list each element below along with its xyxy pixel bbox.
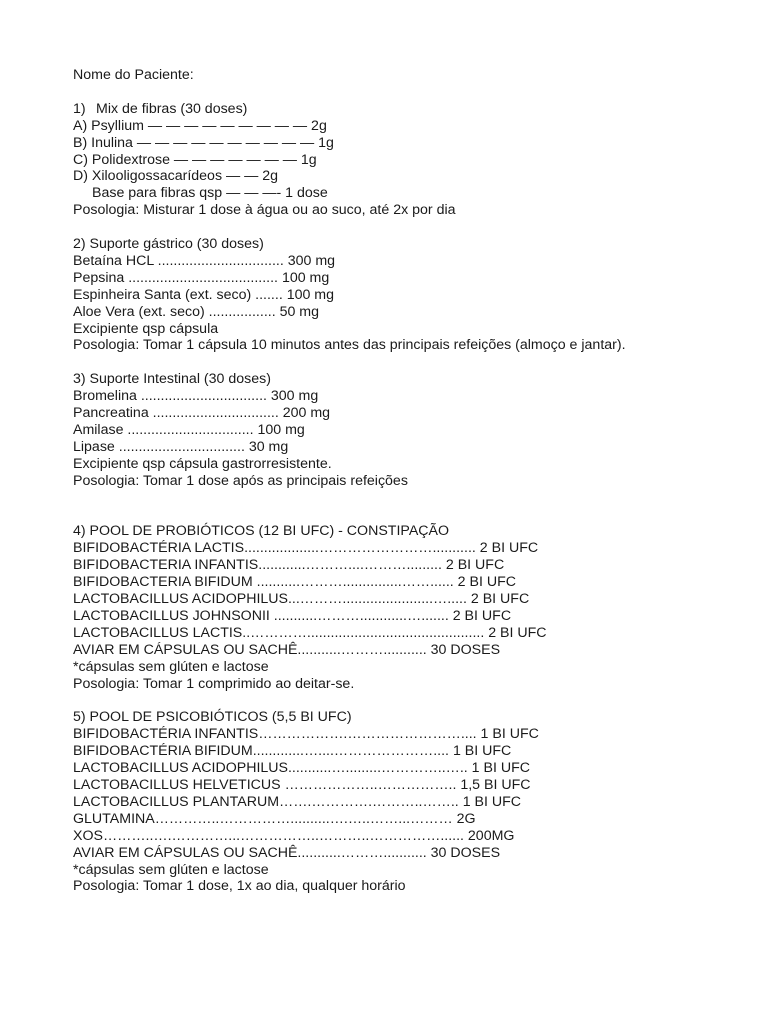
patient-name-label: Nome do Paciente: bbox=[73, 67, 194, 83]
excipient-line: Excipiente qsp cápsula bbox=[73, 320, 219, 337]
section-probiotics-pool bbox=[73, 523, 753, 692]
spacer bbox=[73, 490, 753, 524]
section-title bbox=[73, 101, 753, 118]
ingredient-line: LACTOBACILLUS LACTIS..…………............................................. 2 BI UFC bbox=[73, 624, 547, 641]
ingredient-line: D) Xilooligossacarídeos — — 2g bbox=[73, 168, 279, 185]
ingredient-line: BIFIDOBACTÉRIA LACTIS...................……………………........... 2 BI UFC bbox=[73, 540, 539, 557]
section-psychobiotics-pool bbox=[73, 709, 753, 895]
ingredient-line: LACTOBACILLUS JOHNSONII ...........………............…....... 2 BI UFC bbox=[73, 607, 512, 624]
spacer bbox=[73, 219, 753, 236]
posology-line: Posologia: Tomar 1 cápsula 10 minutos antes das principais refeições (almoço e jantar). bbox=[73, 337, 626, 354]
ingredient-line: LACTOBACILLUS PLANTARUM…….………….………..…….. 1 BI UFC bbox=[73, 793, 522, 810]
ingredient-line: C) Polidextrose — — — — — — — 1g bbox=[73, 151, 317, 168]
dispense-line: AVIAR EM CÁPSULAS OU SACHÊ...........………........... 30 DOSES bbox=[73, 844, 501, 861]
ingredient-line: BIFIDOBACTÉRIA INFANTIS……………….…………………….... 1 BI UFC bbox=[73, 726, 539, 743]
ingredient-line: A) Psyllium — — — — — — — — — 2g bbox=[73, 117, 327, 134]
prescription-document bbox=[73, 67, 753, 895]
ingredient-line: Amilase ................................ 100 mg bbox=[73, 421, 305, 438]
posology-line: Posologia: Tomar 1 dose após as principais refeições bbox=[73, 472, 408, 489]
section-gastric-support bbox=[73, 236, 753, 354]
ingredient-line: GLUTAMINA…………..……………..........….…..……...……… 2G bbox=[73, 810, 476, 827]
note-line: *cápsulas sem glúten e lactose bbox=[73, 658, 269, 675]
ingredient-line: B) Inulina — — — — — — — — — — 1g bbox=[73, 134, 334, 151]
section-title: 5) POOL DE PSICOBIÓTICOS (5,5 BI UFC) bbox=[73, 709, 352, 726]
section-fiber-mix bbox=[73, 101, 753, 219]
posology-line: Posologia: Tomar 1 dose, 1x ao dia, qualquer horário bbox=[73, 878, 406, 895]
ingredient-line: BIFIDOBACTÉRIA BIFIDUM.............…....………………….... 1 BI UFC bbox=[73, 743, 512, 760]
base-line: Base para fibras qsp — — —- 1 dose bbox=[92, 185, 328, 202]
section-title: 4) POOL DE PROBIÓTICOS (12 BI UFC) - CONSTIPAÇÃO bbox=[73, 523, 450, 540]
ingredient-line: BIFIDOBACTERIA INFANTIS............………....………......... 2 BI UFC bbox=[73, 557, 505, 574]
posology-line: Posologia: Tomar 1 comprimido ao deitar-se. bbox=[73, 675, 355, 692]
ingredient-line: BIFIDOBACTERIA BIFIDUM ...........………...............……...... 2 BI UFC bbox=[73, 574, 517, 591]
spacer bbox=[73, 84, 753, 101]
excipient-line: Excipiente qsp cápsula gastrorresistente. bbox=[73, 455, 332, 472]
ingredient-line: Espinheira Santa (ext. seco) ....... 100 mg bbox=[73, 286, 335, 303]
ingredient-line: Pancreatina ................................ 200 mg bbox=[73, 405, 331, 422]
section-intestinal-support bbox=[73, 371, 753, 489]
note-line: *cápsulas sem glúten e lactose bbox=[73, 861, 269, 878]
spacer bbox=[73, 354, 753, 371]
ingredient-line: Pepsina ...................................... 100 mg bbox=[73, 269, 330, 286]
section-title-text: Mix de fibras (30 doses) bbox=[96, 100, 248, 117]
spacer bbox=[73, 692, 753, 709]
section-title: 3) Suporte Intestinal (30 doses) bbox=[73, 371, 271, 388]
section-number: 1) bbox=[73, 100, 86, 117]
ingredient-line: LACTOBACILLUS ACIDOPHILUS...……….......................…..... 2 BI UFC bbox=[73, 591, 530, 608]
ingredient-line: LACTOBACILLUS HELVETICUS ………………..…………….. 1,5 BI UFC bbox=[73, 776, 531, 793]
ingredient-line: LACTOBACILLUS ACIDOPHILUS...........….........…………..….. 1 BI UFC bbox=[73, 760, 530, 777]
ingredient-line: Aloe Vera (ext. seco) ................. 50 mg bbox=[73, 303, 320, 320]
section-title: 2) Suporte gástrico (30 doses) bbox=[73, 236, 264, 253]
ingredient-line: Lipase ................................ 30 mg bbox=[73, 438, 289, 455]
ingredient-line: Bromelina ................................ 300 mg bbox=[73, 388, 319, 405]
posology-line: Posologia: Misturar 1 dose à água ou ao suco, até 2x por dia bbox=[73, 202, 456, 219]
ingredient-line: XOS………..….…………...……………..………..……………...... 200MG bbox=[73, 827, 515, 844]
dispense-line: AVIAR EM CÁPSULAS OU SACHÊ...........………........... 30 DOSES bbox=[73, 641, 501, 658]
ingredient-line: Betaína HCL ................................ 300 mg bbox=[73, 252, 336, 269]
